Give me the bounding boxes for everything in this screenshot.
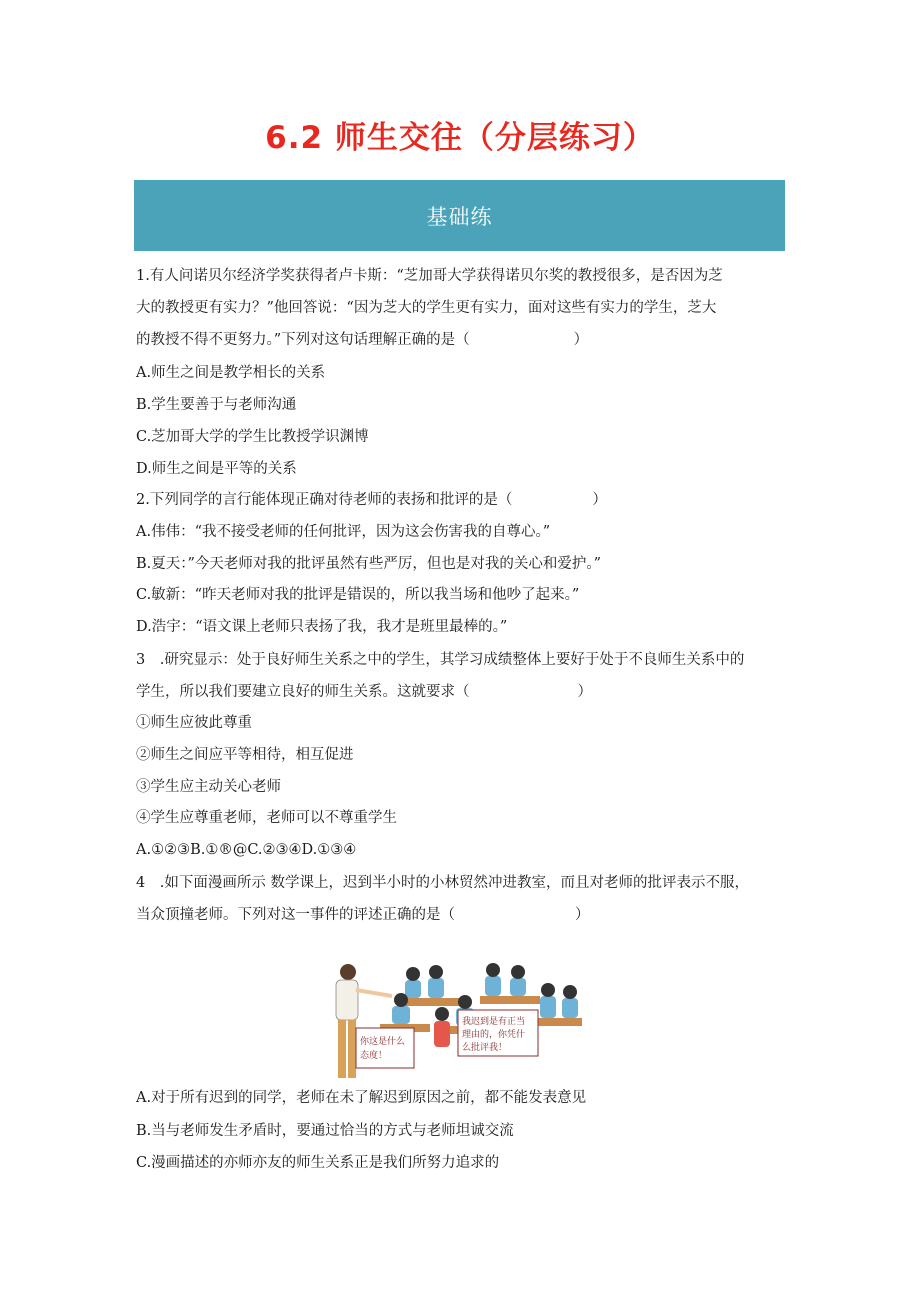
- q3-stem-line2: [136, 682, 786, 702]
- q1-stem-text: 的教授不得不更努力。”下列对这句话理解正确的是（: [136, 332, 470, 348]
- q1-option-b: B.学生要善于与老师沟通: [136, 397, 297, 413]
- svg-text:态度！: 态度！: [360, 1051, 388, 1061]
- q3-statement-2: ②师生之间应平等相待，相互促进: [136, 747, 354, 763]
- q4-option-c: C.漫画描述的亦师亦友的师生关系正是我们所努力追求的: [136, 1155, 500, 1171]
- q3-statement-3: ③学生应主动关心老师: [136, 779, 281, 795]
- q2-option-a: A.伟伟：“我不接受老师的任何批评，因为这会伤害我的自尊心。”: [136, 524, 551, 540]
- q3-stem-text: 学生，所以我们要建立良好的师生关系。这就要求（: [136, 684, 470, 700]
- q1-stem-line2: 大的教授更有实力？”他回答说：“因为芝大的学生更有实力，面对这些有实力的学生，芝大: [136, 300, 717, 316]
- svg-text:你这是什么: 你这是什么: [360, 1037, 406, 1047]
- q3-close-paren: ）: [577, 684, 592, 700]
- section-banner-label: 基础练: [426, 204, 493, 229]
- q4-stem-line1: 4 .如下面漫画所示 数学课上，迟到半小时的小林贸然冲进教室，而且对老师的批评表示不服，: [136, 875, 749, 891]
- q4-stem-text: 当众顶撞老师。下列对这一事件的评述正确的是（: [136, 907, 455, 923]
- q2-stem: [136, 490, 786, 510]
- q1-option-d: D.师生之间是平等的关系: [136, 461, 297, 477]
- q3-statement-4: ④学生应尊重老师，老师可以不尊重学生: [136, 810, 397, 826]
- page-title: 6.2 师生交往（分层练习）: [265, 120, 655, 156]
- svg-text:么批评我！: 么批评我！: [462, 1043, 508, 1053]
- q2-option-b: B.夏天：”今天老师对我的批评虽然有些严厉，但也是对我的关心和爱护。”: [136, 556, 602, 572]
- svg-text:理由的，你凭什: 理由的，你凭什: [462, 1030, 526, 1040]
- q1-close-paren: ）: [573, 332, 589, 348]
- svg-text:我迟到是有正当: 我迟到是有正当: [462, 1017, 526, 1027]
- q4-close-paren: ）: [575, 907, 590, 923]
- q1-stem-line3: [136, 330, 786, 350]
- q1-option-a: A.师生之间是教学相长的关系: [136, 365, 326, 381]
- q3-choices: A.①②③B.①®@C.②③④D.①③④: [136, 842, 357, 858]
- q2-option-d: D.浩宇：“语文课上老师只表扬了我，我才是班里最棒的。”: [136, 619, 508, 635]
- q2-close-paren: ）: [592, 492, 607, 508]
- q3-stem-line1: 3 .研究显示：处于良好师生关系之中的学生，其学习成绩整体上要好于处于不良师生关系中的: [136, 652, 745, 668]
- q1-option-c: C.芝加哥大学的学生比教授学识渊博: [136, 429, 369, 445]
- q2-stem-text: 2.下列同学的言行能体现正确对待老师的表扬和批评的是（: [136, 492, 513, 508]
- q4-stem-line2: [136, 905, 786, 925]
- section-banner: [134, 180, 785, 251]
- q1-stem-line1: 1.有人问诺贝尔经济学奖获得者卢卡斯：“芝加哥大学获得诺贝尔奖的教授很多，是否因为芝: [136, 268, 723, 284]
- classroom-cartoon: [330, 958, 588, 1083]
- q4-option-b: B.当与老师发生矛盾时，要通过恰当的方式与老师坦诚交流: [136, 1123, 514, 1139]
- q3-statement-1: ①师生应彼此尊重: [136, 715, 252, 731]
- q4-option-a: A.对于所有迟到的同学，老师在未了解迟到原因之前，都不能发表意见: [136, 1090, 587, 1106]
- q2-option-c: C.敏新：“昨天老师对我的批评是错误的，所以我当场和他吵了起来。”: [136, 587, 580, 603]
